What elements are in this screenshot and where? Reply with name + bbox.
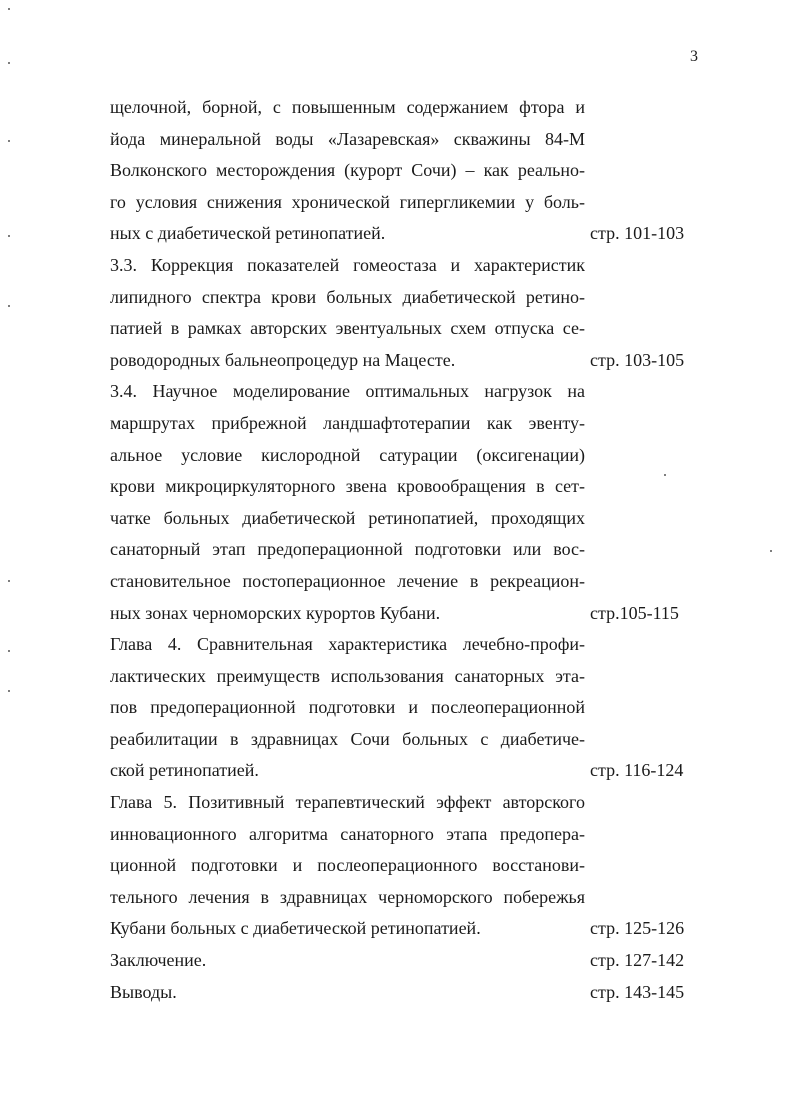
toc-line: 3.4. Научное моделирование оптимальных нагрузок на <box>110 381 585 402</box>
scan-artifact <box>8 305 10 307</box>
toc-line: чатке больных диабетической ретинопатией, проходящих <box>110 507 585 528</box>
toc-line: Выводы. <box>110 981 177 1002</box>
toc-page-range: стр. 101-103 <box>590 223 685 244</box>
toc-line: ных с диабетической ретинопатией. <box>110 223 386 244</box>
toc-line: ской ретинопатией. <box>110 760 259 781</box>
toc-line: становительное постоперационное лечение в рекреацион- <box>110 570 585 591</box>
scan-artifact <box>8 650 10 652</box>
toc-entry <box>110 629 700 787</box>
toc-page-range: стр. 143-145 <box>590 981 685 1002</box>
toc-entry-text <box>110 945 585 977</box>
toc-line: инновационного алгоритма санаторного этапа предопера- <box>110 823 585 844</box>
toc-entry-text <box>110 629 585 787</box>
toc-entry <box>110 250 700 376</box>
toc-line: 3.3. Коррекция показателей гомеостаза и характеристик <box>110 254 585 275</box>
toc-entry <box>110 376 700 629</box>
toc-line: ционной подготовки и послеоперационного восстанови- <box>110 855 585 876</box>
toc-page-range: стр.105-115 <box>590 602 679 623</box>
toc-line: Глава 4. Сравнительная характеристика лечебно-профи- <box>110 634 585 655</box>
toc-line: Глава 5. Позитивный терапевтический эффект авторского <box>110 792 585 813</box>
toc-line: лактических преимуществ использования санаторных эта- <box>110 665 585 686</box>
toc-line: патией в рамках авторских эвентуальных схем отпуска се- <box>110 318 585 339</box>
toc-line: альное условие кислородной сатурации (оксигенации) <box>110 444 585 465</box>
toc-line: Кубани больных с диабетической ретинопатией. <box>110 918 481 939</box>
toc-entry <box>110 945 700 977</box>
toc-line: маршрутах прибрежной ландшафтотерапии как эвенту- <box>110 412 585 433</box>
toc-page-range: стр. 116-124 <box>590 760 684 781</box>
toc-line: ных зонах черноморских курортов Кубани. <box>110 602 441 623</box>
scan-artifact <box>8 62 10 64</box>
toc-line: тельного лечения в здравницах черноморского побережья <box>110 886 585 907</box>
toc-entry-text <box>110 92 585 250</box>
scan-artifact <box>770 550 772 552</box>
table-of-contents <box>110 92 700 1008</box>
toc-entry-text <box>110 250 585 376</box>
toc-entry <box>110 92 700 250</box>
toc-line: Заключение. <box>110 950 207 971</box>
toc-line: йода минеральной воды «Лазаревская» скважины 84-М <box>110 128 585 149</box>
scan-artifact <box>8 690 10 692</box>
toc-line: роводородных бальнеопроцедур на Мацесте. <box>110 349 456 370</box>
toc-page-range: стр. 125-126 <box>590 918 685 939</box>
toc-line: щелочной, борной, с повышенным содержанием фтора и <box>110 97 585 117</box>
toc-entry <box>110 977 700 1009</box>
scan-artifact <box>8 140 10 142</box>
toc-line: реабилитации в здравницах Сочи больных с диабетиче- <box>110 728 585 749</box>
toc-line: санаторный этап предоперационной подготовки или вос- <box>110 539 585 560</box>
page-number: 3 <box>690 48 698 65</box>
toc-entry-text <box>110 977 585 1009</box>
toc-line: крови микроциркуляторного звена кровообращения в сет- <box>110 476 585 497</box>
toc-entry-text <box>110 787 585 945</box>
toc-page-range: стр. 127-142 <box>590 950 685 971</box>
scan-artifact <box>8 8 10 10</box>
toc-entry <box>110 787 700 945</box>
scan-artifact <box>8 235 10 237</box>
toc-line: Волконского месторождения (курорт Сочи) – как реально- <box>110 160 585 181</box>
toc-entry-text <box>110 376 585 629</box>
toc-line: пов предоперационной подготовки и послеоперационной <box>110 697 585 718</box>
toc-line: липидного спектра крови больных диабетической ретино- <box>110 286 585 307</box>
toc-line: го условия снижения хронической гипергликемии у боль- <box>110 191 585 212</box>
toc-page-range: стр. 103-105 <box>590 349 685 370</box>
scan-artifact <box>8 580 10 582</box>
